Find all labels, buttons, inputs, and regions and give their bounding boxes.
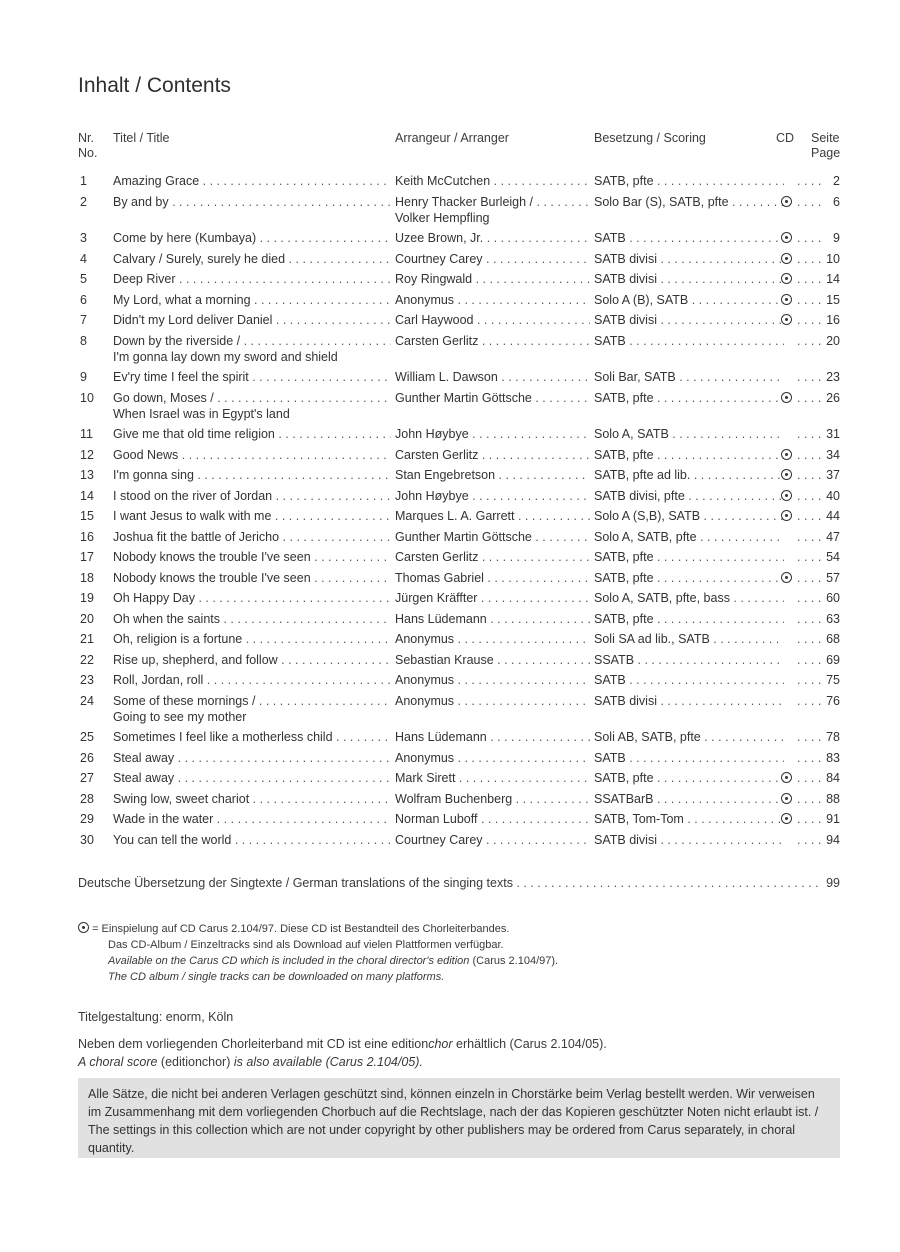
row-arranger: Anonymus . . . bbox=[395, 632, 590, 646]
row-title: I stood on the river of Jordan . . . bbox=[113, 489, 391, 503]
row-title: Good News . . . bbox=[113, 448, 391, 462]
row-page: 2 bbox=[833, 174, 840, 188]
cd-disc-icon bbox=[781, 469, 792, 480]
row-arranger: Anonymus . . . bbox=[395, 751, 590, 765]
row-page: 44 bbox=[826, 509, 840, 523]
row-arranger: Sebastian Krause . . . bbox=[395, 653, 590, 667]
row-title: Roll, Jordan, roll . . . bbox=[113, 673, 391, 687]
row-number: 29 bbox=[80, 812, 94, 826]
row-number: 18 bbox=[80, 570, 94, 585]
leader-dots: . . . . bbox=[797, 509, 822, 523]
leader-dots: . . . . bbox=[797, 272, 822, 286]
row-page: 68 bbox=[826, 632, 840, 646]
availability-line1-end: erhältlich (Carus 2.104/05). bbox=[452, 1037, 607, 1051]
row-scoring: Soli Bar, SATB . . . bbox=[594, 370, 784, 384]
row-number: 25 bbox=[80, 730, 94, 744]
row-cd bbox=[779, 811, 793, 827]
row-scoring: SATB . . . bbox=[594, 751, 784, 765]
row-page: 54 bbox=[826, 550, 840, 564]
row-title: Oh Happy Day . . . bbox=[113, 591, 391, 605]
row-arranger: Henry Thacker Burleigh / . . . bbox=[395, 195, 590, 209]
row-arranger: Courtney Carey . . . bbox=[395, 833, 590, 847]
row-scoring: SATB, Tom-Tom . . . bbox=[594, 812, 784, 826]
row-scoring: Soli AB, SATB, pfte . . . bbox=[594, 730, 784, 744]
row-title-line2: I'm gonna lay down my sword and shield bbox=[113, 349, 338, 364]
row-page: 75 bbox=[826, 673, 840, 687]
leader-dots: . . . . bbox=[797, 771, 822, 785]
availability-line2-end: is also available (Carus 2.104/05). bbox=[233, 1055, 423, 1069]
translations-entry bbox=[78, 876, 840, 890]
row-title-line2: When Israel was in Egypt's land bbox=[113, 406, 290, 421]
cd-disc-icon bbox=[781, 314, 792, 325]
header-arranger: Arrangeur / Arranger bbox=[395, 131, 509, 145]
row-scoring: SATB, pfte . . . bbox=[594, 771, 784, 785]
copyright-notice-box: Alle Sätze, die nicht bei anderen Verlagen geschützt sind, können einzeln in Chorstärke beim Verlag bestellt werden. Wir verweisen im Zusammenhang mit dem vorliegenden Chorbuch auf die Rechtslage, nach der das Kopieren geschützter Noten nicht erlaubt ist. / The settings in this collection which are not under copyright by other publishers may be ordered from Carus separately, in choral quantity. bbox=[78, 1078, 840, 1158]
cd-disc-icon bbox=[781, 392, 792, 403]
row-number: 21 bbox=[80, 632, 94, 646]
row-page: 26 bbox=[826, 390, 840, 405]
row-cd bbox=[779, 447, 793, 463]
leader-dots: . . . . bbox=[797, 231, 822, 245]
leader-dots: . . . . bbox=[797, 488, 822, 503]
row-arranger: Anonymus . . . bbox=[395, 694, 590, 708]
row-scoring: Solo Bar (S), SATB, pfte . . . bbox=[594, 195, 784, 209]
cd-disc-icon bbox=[781, 253, 792, 264]
row-title: Steal away . . . bbox=[113, 771, 391, 785]
row-title: Nobody knows the trouble I've seen . . . bbox=[113, 550, 391, 564]
row-arranger: John Høybye . . . bbox=[395, 489, 590, 503]
row-page: 69 bbox=[826, 652, 840, 667]
row-number: 15 bbox=[80, 509, 94, 523]
row-arranger: Carsten Gerlitz . . . bbox=[395, 550, 590, 564]
row-number: 10 bbox=[80, 390, 94, 405]
row-page: 84 bbox=[826, 771, 840, 785]
row-scoring: Soli SA ad lib., SATB . . . bbox=[594, 632, 784, 646]
row-title: You can tell the world . . . bbox=[113, 833, 391, 847]
row-cd bbox=[779, 251, 793, 267]
row-title: Come by here (Kumbaya) . . . bbox=[113, 231, 391, 245]
header-cd: CD bbox=[776, 131, 795, 145]
row-title: Deep River . . . bbox=[113, 272, 391, 286]
leader-dots: . . . . bbox=[797, 832, 822, 847]
cd-disc-icon bbox=[781, 273, 792, 284]
row-page: 10 bbox=[826, 251, 840, 266]
row-scoring: SATB, pfte . . . bbox=[594, 550, 784, 564]
row-cd bbox=[779, 570, 793, 586]
row-page: 15 bbox=[826, 292, 840, 307]
availability-line1-italic: chor bbox=[428, 1037, 453, 1051]
row-scoring: SATB, pfte . . . bbox=[594, 571, 784, 585]
row-arranger-line2: Volker Hempfling bbox=[395, 210, 490, 225]
leader-dots: . . . . bbox=[797, 447, 822, 462]
leader-dots: . . . . bbox=[797, 591, 822, 605]
row-number: 6 bbox=[80, 292, 87, 307]
row-scoring: SATB, pfte . . . bbox=[594, 448, 784, 462]
cover-design-credit: Titelgestaltung: enorm, Köln bbox=[78, 1010, 234, 1024]
row-cd bbox=[779, 194, 793, 210]
cd-disc-icon bbox=[781, 793, 792, 804]
row-arranger: Thomas Gabriel . . . bbox=[395, 571, 590, 585]
leader-dots: . . . . bbox=[797, 529, 822, 544]
row-page: 94 bbox=[826, 832, 840, 847]
row-number: 28 bbox=[80, 791, 94, 806]
row-page: 23 bbox=[826, 370, 840, 384]
row-title-line2: Going to see my mother bbox=[113, 709, 247, 724]
cd-disc-icon bbox=[781, 449, 792, 460]
leader-dots: . . . . bbox=[797, 390, 822, 405]
row-title: Ev'ry time I feel the spirit . . . bbox=[113, 370, 391, 384]
row-page: 37 bbox=[826, 468, 840, 482]
row-number: 3 bbox=[80, 231, 87, 245]
row-arranger: Uzee Brown, Jr. . . . bbox=[395, 231, 590, 245]
row-title: By and by . . . bbox=[113, 195, 391, 209]
row-title: Calvary / Surely, surely he died . . . bbox=[113, 252, 391, 266]
row-title: Swing low, sweet chariot . . . bbox=[113, 792, 391, 806]
row-arranger: Stan Engebretson . . . bbox=[395, 468, 590, 482]
row-arranger: Roy Ringwald . . . bbox=[395, 272, 590, 286]
row-arranger: Gunther Martin Göttsche . . . bbox=[395, 530, 590, 544]
cd-note-line2: Das CD-Album / Einzeltracks sind als Download auf vielen Plattformen verfügbar. bbox=[108, 939, 504, 951]
row-scoring: SATB . . . bbox=[594, 231, 784, 245]
leader-dots: . . . . bbox=[797, 194, 822, 209]
row-number: 9 bbox=[80, 370, 87, 384]
row-scoring: SATB divisi . . . bbox=[594, 272, 784, 286]
leader-dots: . . . . bbox=[797, 370, 822, 384]
row-cd bbox=[779, 390, 793, 406]
row-arranger: Jürgen Kräffter . . . bbox=[395, 591, 590, 605]
row-title: Sometimes I feel like a motherless child . . . bbox=[113, 730, 391, 744]
page-title: Inhalt / Contents bbox=[78, 74, 231, 97]
row-page: 34 bbox=[826, 447, 840, 462]
row-number: 24 bbox=[80, 693, 94, 708]
row-arranger: Norman Luboff . . . bbox=[395, 812, 590, 826]
row-scoring: SATB . . . bbox=[594, 334, 784, 348]
row-number: 12 bbox=[80, 447, 94, 462]
row-scoring: Solo A, SATB, pfte, bass . . . bbox=[594, 591, 784, 605]
cd-disc-icon bbox=[781, 490, 792, 501]
leader-dots: . . . . bbox=[797, 652, 822, 667]
row-arranger: Carsten Gerlitz . . . bbox=[395, 334, 590, 348]
cd-disc-icon bbox=[781, 294, 792, 305]
row-arranger: Anonymus . . . bbox=[395, 673, 590, 687]
row-scoring: SATB . . . bbox=[594, 673, 784, 687]
cd-disc-icon bbox=[781, 510, 792, 521]
row-scoring: SATB, pfte ad lib. . . . bbox=[594, 468, 784, 482]
row-arranger: Marques L. A. Garrett . . . bbox=[395, 509, 590, 523]
row-title: Give me that old time religion . . . bbox=[113, 427, 391, 441]
row-arranger: Courtney Carey . . . bbox=[395, 252, 590, 266]
leader-dots: . . . . bbox=[797, 550, 822, 564]
header-title: Titel / Title bbox=[113, 131, 170, 145]
row-title: I want Jesus to walk with me . . . bbox=[113, 509, 391, 523]
row-number: 13 bbox=[80, 468, 94, 482]
cd-disc-icon bbox=[781, 813, 792, 824]
row-cd bbox=[779, 488, 793, 504]
row-page: 76 bbox=[826, 693, 840, 708]
leader-dots: . . . . bbox=[797, 251, 822, 266]
row-arranger: John Høybye . . . bbox=[395, 427, 590, 441]
row-title: Amazing Grace . . . bbox=[113, 174, 391, 188]
row-title: Down by the riverside / . . . bbox=[113, 334, 391, 348]
row-scoring: SATB divisi . . . bbox=[594, 313, 784, 327]
leader-dots: . . . . bbox=[797, 673, 822, 687]
cd-disc-icon bbox=[781, 772, 792, 783]
row-page: 47 bbox=[826, 529, 840, 544]
row-scoring: SATB, pfte . . . bbox=[594, 391, 784, 405]
header-page: Seite Page bbox=[811, 131, 841, 160]
row-page: 88 bbox=[826, 791, 840, 806]
row-cd bbox=[779, 292, 793, 308]
cd-note-line4: The CD album / single tracks can be downloaded on many platforms. bbox=[108, 971, 445, 983]
cd-disc-icon bbox=[781, 196, 792, 207]
row-number: 8 bbox=[80, 333, 87, 348]
row-page: 6 bbox=[833, 194, 840, 209]
row-scoring: SATB, pfte . . . bbox=[594, 174, 784, 188]
leader-dots: . . . . bbox=[797, 333, 822, 348]
row-title: Steal away . . . bbox=[113, 751, 391, 765]
row-cd bbox=[779, 791, 793, 807]
row-cd bbox=[779, 508, 793, 524]
row-arranger: Hans Lüdemann . . . bbox=[395, 612, 590, 626]
leader-dots: . . . . bbox=[797, 570, 822, 585]
leader-dots: . . . . bbox=[797, 611, 822, 626]
row-arranger: Carl Haywood . . . bbox=[395, 313, 590, 327]
row-page: 40 bbox=[826, 488, 840, 503]
leader-dots: . . . . bbox=[797, 693, 822, 708]
row-scoring: Solo A, SATB, pfte . . . bbox=[594, 530, 784, 544]
row-number: 30 bbox=[80, 832, 94, 847]
row-arranger: Keith McCutchen . . . bbox=[395, 174, 590, 188]
row-number: 19 bbox=[80, 591, 94, 605]
leader-dots: . . . . bbox=[797, 750, 822, 765]
row-number: 11 bbox=[80, 427, 93, 441]
row-title: I'm gonna sing . . . bbox=[113, 468, 391, 482]
row-number: 2 bbox=[80, 194, 87, 209]
translations-page: 99 bbox=[823, 876, 840, 890]
row-arranger: Hans Lüdemann . . . bbox=[395, 730, 590, 744]
row-title: Nobody knows the trouble I've seen . . . bbox=[113, 571, 391, 585]
row-number: 20 bbox=[80, 611, 94, 626]
row-page: 91 bbox=[826, 812, 840, 826]
row-number: 1 bbox=[80, 174, 87, 188]
row-page: 20 bbox=[826, 333, 840, 348]
row-page: 14 bbox=[826, 272, 840, 286]
row-cd bbox=[779, 271, 793, 287]
cd-note-line1: = Einspielung auf CD Carus 2.104/97. Diese CD ist Bestandteil des Chorleiterbandes. bbox=[92, 923, 510, 935]
leader-dots: . . . . bbox=[797, 812, 822, 826]
row-number: 22 bbox=[80, 652, 94, 667]
row-number: 17 bbox=[80, 550, 94, 564]
row-arranger: Anonymus . . . bbox=[395, 293, 590, 307]
row-number: 5 bbox=[80, 272, 87, 286]
row-arranger: Gunther Martin Göttsche . . . bbox=[395, 391, 590, 405]
leader-dots: . . . . bbox=[797, 313, 822, 327]
row-scoring: Solo A (B), SATB . . . bbox=[594, 293, 784, 307]
row-page: 78 bbox=[826, 730, 840, 744]
leader-dots: . . . . bbox=[797, 632, 822, 646]
row-arranger: Mark Sirett . . . bbox=[395, 771, 590, 785]
row-cd bbox=[779, 467, 793, 483]
row-title: Some of these mornings / . . . bbox=[113, 694, 391, 708]
row-cd bbox=[779, 312, 793, 328]
row-cd bbox=[779, 770, 793, 786]
availability-line1: Neben dem vorliegenden Chorleiterband mit CD ist eine edition bbox=[78, 1037, 429, 1051]
row-arranger: Carsten Gerlitz . . . bbox=[395, 448, 590, 462]
row-number: 27 bbox=[80, 771, 94, 785]
row-scoring: SATB divisi . . . bbox=[594, 252, 784, 266]
leader-dots: . . . . bbox=[797, 292, 822, 307]
row-page: 57 bbox=[826, 570, 840, 585]
row-page: 31 bbox=[826, 427, 840, 441]
row-title: Rise up, shepherd, and follow . . . bbox=[113, 653, 391, 667]
row-arranger: Wolfram Buchenberg . . . bbox=[395, 792, 590, 806]
header-scoring: Besetzung / Scoring bbox=[594, 131, 706, 145]
translations-label: Deutsche Übersetzung der Singtexte / German translations of the singing texts . . . bbox=[78, 876, 840, 890]
row-scoring: SATB divisi . . . bbox=[594, 833, 784, 847]
row-scoring: Solo A (S,B), SATB . . . bbox=[594, 509, 784, 523]
row-number: 7 bbox=[80, 313, 87, 327]
cd-disc-icon bbox=[781, 572, 792, 583]
leader-dots: . . . . bbox=[797, 730, 822, 744]
cd-disc-icon bbox=[78, 922, 89, 933]
row-cd bbox=[779, 230, 793, 246]
row-page: 83 bbox=[826, 750, 840, 765]
row-title: Didn't my Lord deliver Daniel . . . bbox=[113, 313, 391, 327]
availability-note bbox=[78, 1035, 607, 1071]
row-page: 16 bbox=[826, 313, 840, 327]
availability-line2: A choral score bbox=[78, 1055, 158, 1069]
row-arranger: William L. Dawson . . . bbox=[395, 370, 590, 384]
row-scoring: SATB, pfte . . . bbox=[594, 612, 784, 626]
row-number: 14 bbox=[80, 488, 94, 503]
row-page: 60 bbox=[826, 591, 840, 605]
row-scoring: SATB divisi . . . bbox=[594, 694, 784, 708]
cd-note bbox=[78, 921, 558, 985]
row-page: 9 bbox=[833, 231, 840, 245]
header-number: Nr. No. bbox=[78, 131, 98, 160]
row-number: 4 bbox=[80, 251, 87, 266]
availability-line2-mid: (editionchor) bbox=[157, 1055, 234, 1069]
leader-dots: . . . . bbox=[797, 468, 822, 482]
row-number: 16 bbox=[80, 529, 94, 544]
row-scoring: SSATB . . . bbox=[594, 653, 784, 667]
leader-dots: . . . . bbox=[797, 427, 822, 441]
row-title: Joshua fit the battle of Jericho . . . bbox=[113, 530, 391, 544]
row-scoring: SATB divisi, pfte . . . bbox=[594, 489, 784, 503]
cd-note-line3-ref: (Carus 2.104/97). bbox=[469, 955, 559, 967]
row-number: 26 bbox=[80, 750, 94, 765]
leader-dots: . . . . bbox=[797, 174, 822, 188]
row-title: Go down, Moses / . . . bbox=[113, 391, 391, 405]
row-title: Wade in the water . . . bbox=[113, 812, 391, 826]
row-number: 23 bbox=[80, 673, 94, 687]
cd-note-line3: Available on the Carus CD which is included in the choral director's edition bbox=[108, 955, 470, 967]
leader-dots: . . . . bbox=[797, 791, 822, 806]
row-title: My Lord, what a morning . . . bbox=[113, 293, 391, 307]
row-scoring: Solo A, SATB . . . bbox=[594, 427, 784, 441]
row-title: Oh, religion is a fortune . . . bbox=[113, 632, 391, 646]
row-page: 63 bbox=[826, 611, 840, 626]
row-title: Oh when the saints . . . bbox=[113, 612, 391, 626]
row-scoring: SSATBarB . . . bbox=[594, 792, 784, 806]
cd-disc-icon bbox=[781, 232, 792, 243]
